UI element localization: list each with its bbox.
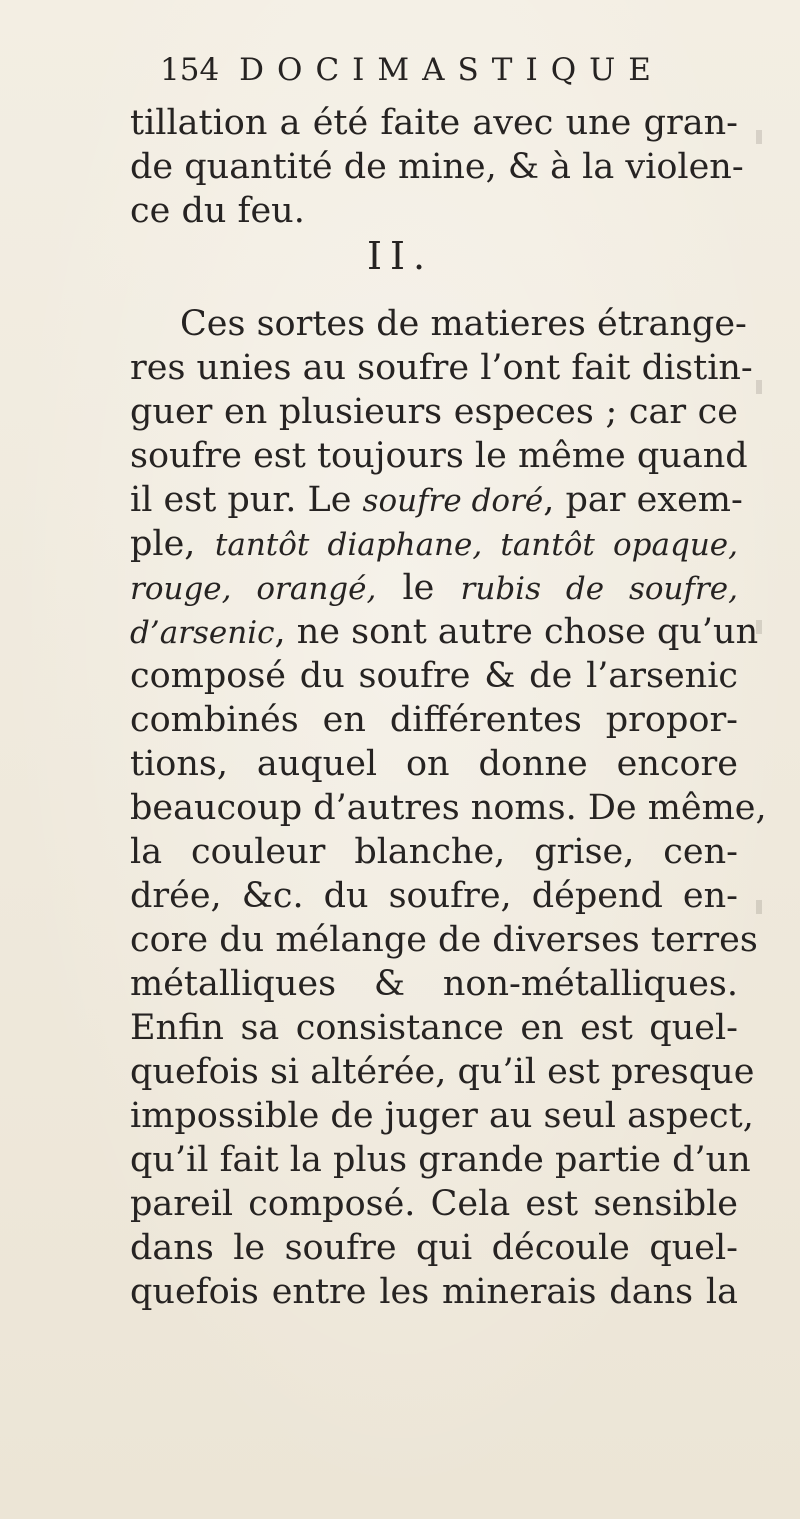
text-line: Ces sortes de matieres étrange- (180, 304, 747, 344)
text-line (130, 478, 743, 522)
line-segment: , par exem- (543, 480, 743, 520)
text-line: dans le soufre qui découle quel- (130, 1228, 738, 1268)
text-line: métalliques & non-métalliques. (130, 964, 738, 1004)
page-number: 154 (160, 52, 220, 88)
text-line: drée, &c. du soufre, dépend en- (130, 876, 738, 916)
italic-term: rubis de soufre, (460, 571, 738, 607)
text-line: pareil composé. Cela est sensible (130, 1184, 738, 1224)
show-through-mark (756, 620, 762, 634)
line-segment: ple, (130, 524, 215, 564)
section-heading: II. (366, 234, 434, 278)
text-line: composé du soufre & de l’arsenic (130, 656, 738, 696)
text-line: la couleur blanche, grise, cen- (130, 832, 738, 872)
text-line (130, 610, 759, 654)
text-line (130, 522, 738, 566)
italic-term: soufre doré (362, 483, 544, 519)
text-line: guer en plusieurs especes ; car ce (130, 392, 738, 432)
page-header (160, 52, 720, 100)
running-title: DOCIMASTIQUE (239, 52, 664, 88)
line-segment: , ne sont autre chose qu’un (274, 612, 759, 652)
text-line: combinés en différentes propor- (130, 700, 738, 740)
text-line: res unies au soufre l’ont fait distin- (130, 348, 753, 388)
text-line: de quantité de mine, & à la violen- (130, 147, 744, 187)
text-line: quefois entre les minerais dans la (130, 1272, 738, 1312)
text-line: beaucoup d’autres noms. De même, (130, 788, 767, 828)
show-through-mark (756, 380, 762, 394)
text-line (130, 566, 738, 610)
line-segment: il est pur. Le (130, 480, 363, 520)
italic-term: rouge, orangé, (130, 571, 377, 607)
text-line: qu’il fait la plus grande partie d’un (130, 1140, 751, 1180)
text-line: tillation a été faite avec une gran- (130, 103, 738, 143)
italic-term: d’arsenic (130, 615, 275, 651)
italic-term: tantôt diaphane, tantôt opaque, (214, 527, 739, 563)
text-line: Enfin sa consistance en est quel- (130, 1008, 738, 1048)
text-line: ce du feu. (130, 191, 305, 231)
show-through-mark (756, 900, 762, 914)
text-line: soufre est toujours le même quand (130, 436, 748, 476)
text-line: core du mélange de diverses terres (130, 920, 758, 960)
text-line: tions, auquel on donne encore (130, 744, 738, 784)
text-line: impossible de juger au seul aspect, (130, 1096, 754, 1136)
text-line: quefois si altérée, qu’il est presque (130, 1052, 755, 1092)
line-segment: le (376, 568, 461, 608)
show-through-mark (756, 130, 762, 144)
